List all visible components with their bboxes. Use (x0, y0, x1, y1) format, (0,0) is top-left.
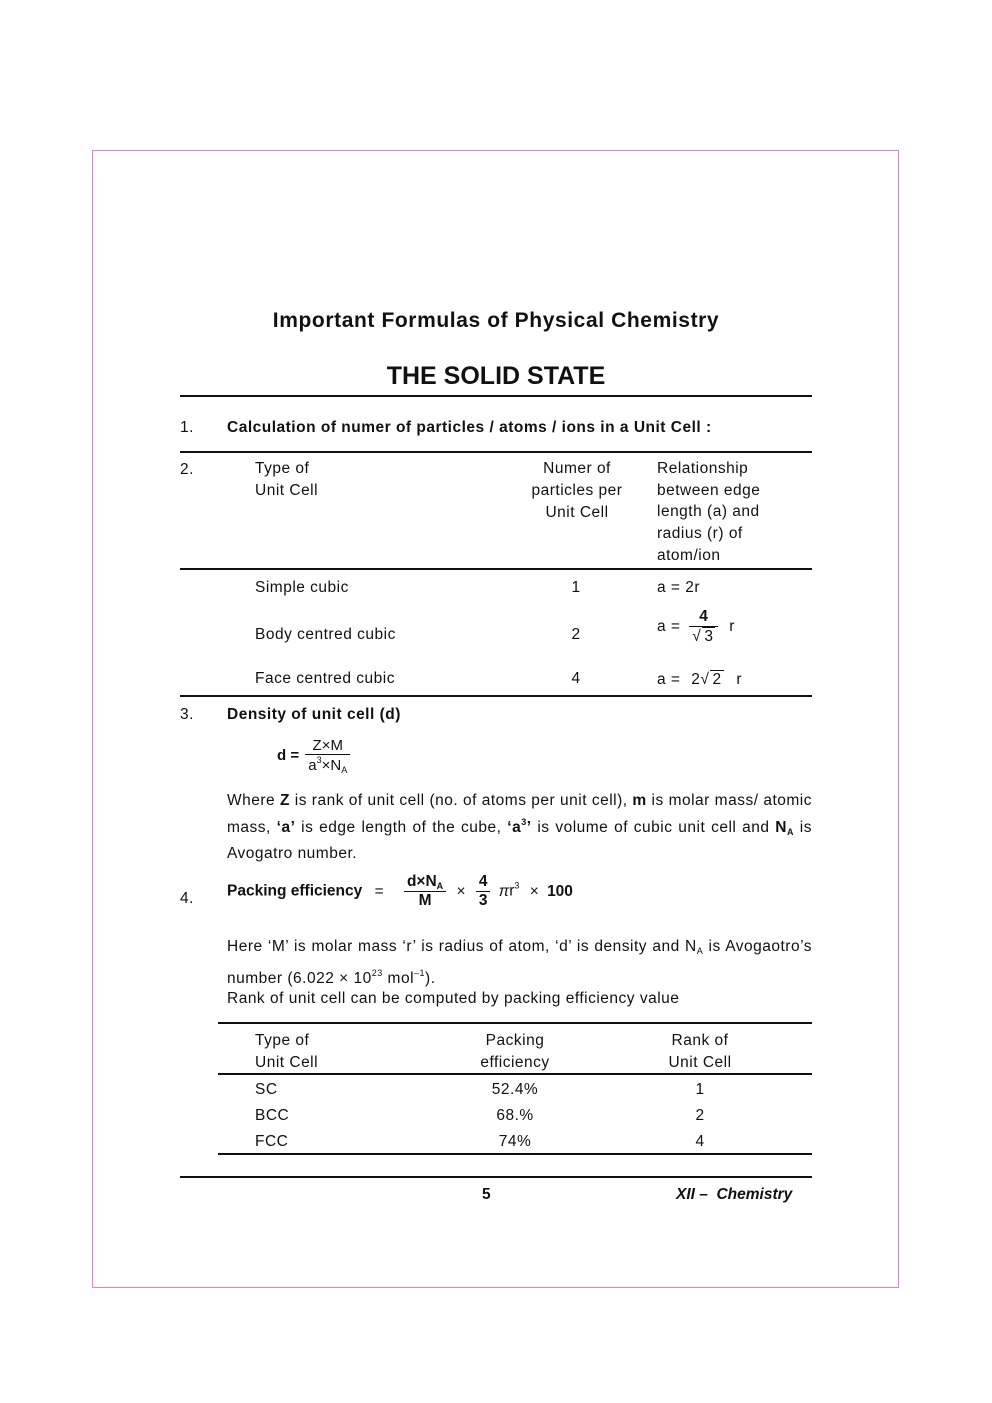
rank-note: Rank of unit cell can be computed by packing efficiency value (227, 990, 680, 1007)
table-cell: 68.% (496, 1107, 534, 1124)
item-number: 1. (180, 419, 194, 436)
footer-subject: XII – Chemistry (676, 1186, 793, 1203)
table-header-rank: Rank of Unit Cell (668, 1032, 732, 1071)
item-number: 4. (180, 890, 194, 907)
chapter-title: THE SOLID STATE (386, 362, 606, 390)
table-cell: 4 (571, 670, 581, 687)
density-formula: d = $\frac{Z\times M}{a^3\times N_A}$ (277, 737, 350, 775)
divider (180, 695, 812, 697)
page-number: 5 (482, 1186, 491, 1203)
table-cell: FCC (255, 1133, 289, 1150)
item-number: 3. (180, 706, 194, 723)
table-cell: 52.4% (491, 1081, 539, 1098)
item-heading: Density of unit cell (d) (227, 706, 401, 723)
table-cell: BCC (255, 1107, 290, 1124)
divider (180, 568, 812, 570)
table-cell: 1 (571, 579, 581, 596)
table-header-count: Numer of particles per Unit Cell (531, 460, 623, 521)
packing-note: Here ‘M’ is molar mass ‘r’ is radius of atom, ‘d’ is density and $N_A$ is Avogaotro’s number ($6.022 \times 10^{23}$ mol$^{-1}$). (227, 938, 812, 987)
table-cell: 2 (571, 626, 581, 643)
formula-bcc: a = $\frac{4}{√ 3}$ r (657, 608, 735, 645)
page-title: Important Formulas of Physical Chemistry (272, 309, 720, 332)
divider (180, 395, 812, 397)
divider (218, 1022, 812, 1024)
formula-fcc: a = 2√ 2 r (657, 671, 743, 688)
divider (218, 1073, 812, 1075)
item-number: 2. (180, 461, 194, 478)
density-description: Where Z is rank of unit cell (no. of atoms per unit cell), m is molar mass/ atomic mass, ‘a’ is edge length of the cube, ‘$a^3$’ is volume of cubic unit cell and $N_A$ is Avogatro number. (227, 792, 812, 862)
divider (180, 451, 812, 453)
packing-efficiency-formula: Packing efficiency = $\frac{d\times N_A}{M}$ × $\frac{4}{3}$ $\pi r^3 \times 100$ (227, 873, 573, 909)
table-cell: Simple cubic (255, 579, 349, 596)
table-header-efficiency: Packing efficiency (480, 1032, 550, 1071)
table-cell: SC (255, 1081, 278, 1098)
table-cell: Body centred cubic (255, 626, 396, 643)
footer-divider (180, 1176, 812, 1178)
item-heading: Calculation of numer of particles / atoms / ions in a Unit Cell : (227, 419, 712, 436)
table-cell: Face centred cubic (255, 670, 395, 687)
divider (218, 1153, 812, 1155)
table-header-type: Type of Unit Cell (255, 460, 319, 499)
table-header-type: Type of Unit Cell (255, 1032, 319, 1071)
table-cell: a = 2r (657, 579, 701, 596)
table-header-relation: Relationship between edge length (a) and radius (r) of atom/ion (657, 460, 761, 564)
table-cell: 4 (695, 1133, 705, 1150)
table-cell: 2 (695, 1107, 705, 1124)
table-cell: 74% (498, 1133, 532, 1150)
table-cell: 1 (695, 1081, 705, 1098)
